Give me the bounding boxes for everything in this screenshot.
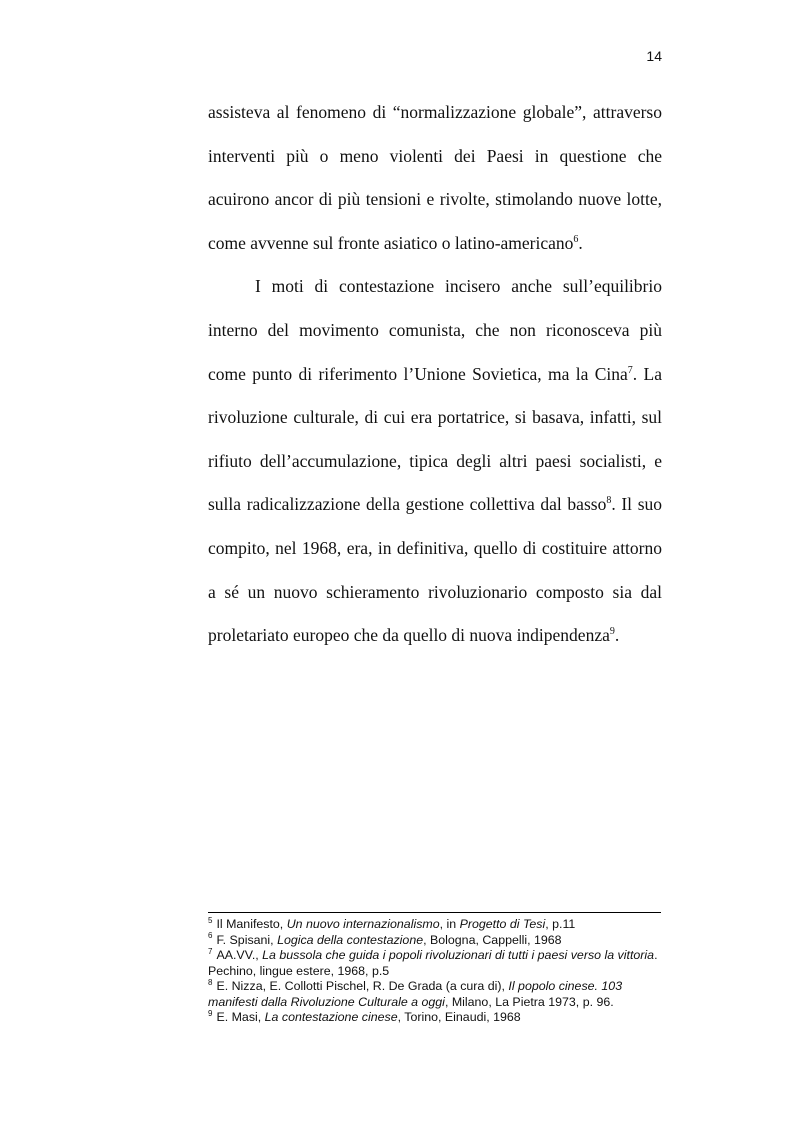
footnote-reference[interactable]: 6: [573, 233, 579, 245]
footnote-text: F. Spisani,: [216, 932, 278, 947]
footnote-number: 9: [208, 1008, 213, 1018]
paragraph: [208, 265, 662, 657]
footnote-title: La contestazione cinese: [264, 1010, 398, 1024]
footnote-text: E. Masi,: [216, 1010, 265, 1024]
footnote-title: Il popolo cinese. 103 manifesti dalla Rivoluzione Culturale a oggi: [208, 979, 623, 1009]
footnote-text: , p.11: [545, 917, 576, 931]
footnote: [208, 979, 663, 1010]
footnote-number: 7: [208, 946, 213, 956]
footnote-number: 5: [208, 915, 213, 925]
footnotes: [208, 917, 663, 1026]
footnote-text: E. Nizza, E. Collotti Pischel, R. De Grada (a cura di),: [216, 979, 509, 993]
footnote-text: . Pechino, lingue estere, 1968, p.5: [208, 948, 658, 978]
footnote-number: 8: [208, 977, 213, 987]
paragraph: [208, 91, 662, 265]
body-text: [208, 91, 662, 658]
footnote-reference[interactable]: 9: [609, 626, 615, 638]
paragraph-text: .: [578, 232, 583, 253]
footnote-title: Un nuovo internazionalismo: [286, 917, 440, 931]
footnote-text: , in: [439, 917, 460, 931]
footnote-reference[interactable]: 7: [627, 364, 633, 376]
footnote-text: AA.VV.,: [216, 948, 263, 962]
footnote-text: , Bologna, Cappelli, 1968: [423, 932, 562, 947]
paragraph-text: I moti di contestazione incisero anche sull’equilibrio interno del movimento comunista, che non riconosceva più come punto di riferimento l’Unione Sovietica, ma la Cina: [208, 276, 662, 384]
footnote: [208, 1010, 663, 1026]
paragraph-text: . La rivoluzione culturale, di cui era portatrice, si basava, infatti, sul rifiuto dell’accumulazione, tipica degli altri paesi socialisti, e sulla radicalizzazione della gestione collettiva dal basso: [208, 363, 662, 515]
page-number: 14: [646, 48, 662, 64]
footnote: [208, 933, 663, 949]
footnote-reference[interactable]: 8: [606, 495, 612, 507]
paragraph-text: . Il suo compito, nel 1968, era, in definitiva, quello di costituire attorno a sé un nuovo schieramento rivoluzionario composto sia dal proletariato europeo che da quello di nuova indipendenza: [208, 494, 662, 646]
footnote-text: , Milano, La Pietra 1973, p. 96.: [444, 994, 614, 1009]
footnote-title: Logica della contestazione: [277, 932, 424, 947]
footnote-title: Progetto di Tesi: [459, 917, 546, 931]
footnote-text: Il Manifesto,: [216, 917, 287, 931]
footnote-divider: [208, 912, 661, 913]
paragraph-text: .: [614, 625, 620, 646]
footnote: [208, 948, 663, 979]
footnote: [208, 917, 663, 933]
paragraph-text: assisteva al fenomeno di “normalizzazione globale”, attraverso interventi più o meno violenti dei Paesi in questione che acuirono ancor di più tensioni e rivolte, stimolando nuove lotte, come avvenne sul fronte asiatico o latino-americano: [208, 102, 662, 253]
footnote-text: , Torino, Einaudi, 1968: [397, 1010, 521, 1024]
footnote-number: 6: [208, 931, 213, 941]
footnote-title: La bussola che guida i popoli rivoluzionari di tutti i paesi verso la vittoria: [262, 948, 655, 962]
